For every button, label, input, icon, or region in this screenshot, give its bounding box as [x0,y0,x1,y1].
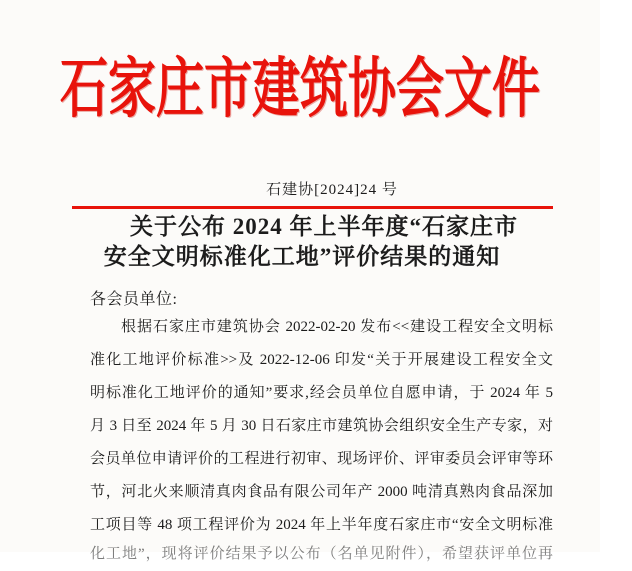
body-line: 明标准化工地评价的通知”要求,经会员单位自愿申请，于 2024 年 5 [90,385,553,401]
org-title: 石家庄市建筑协会文件 [59,53,540,126]
doc-title [0,212,600,272]
body-line: 根据石家庄市建筑协会 2022-02-20 发布<<建设工程安全文明标 [121,319,553,335]
body-line: 准化工地评价标准>>及 2022-12-06 印发“关于开展建设工程安全文 [90,352,553,368]
body-line: 节，河北火来顺清真肉食品有限公司年产 2000 吨清真熟肉食品深加 [90,484,553,500]
doc-title-line-1: 关于公布 2024 年上半年度“石家庄市 [130,214,518,239]
doc-title-line-2: 安全文明标准化工地”评价结果的通知 [103,244,501,269]
body-paragraph [90,311,553,571]
body-line-partial: 化工地”，现将评价结果予以公布（名单见附件），希望获评单位再 [90,546,553,562]
salutation: 各会员单位: [90,291,178,308]
body-line: 工项目等 48 项工程评价为 2024 年上半年度石家庄市“安全文明标准 [90,517,553,533]
red-divider-line [72,206,553,209]
body-line: 月 3 日至 2024 年 5 月 30 日石家庄市建筑协会组织安全生产专家，对 [90,418,553,434]
doc-number: 石建协[2024]24 号 [266,182,398,198]
body-line: 会员单位申请评价的工程进行初审、现场评价、评审委员会评审等环 [90,451,553,467]
